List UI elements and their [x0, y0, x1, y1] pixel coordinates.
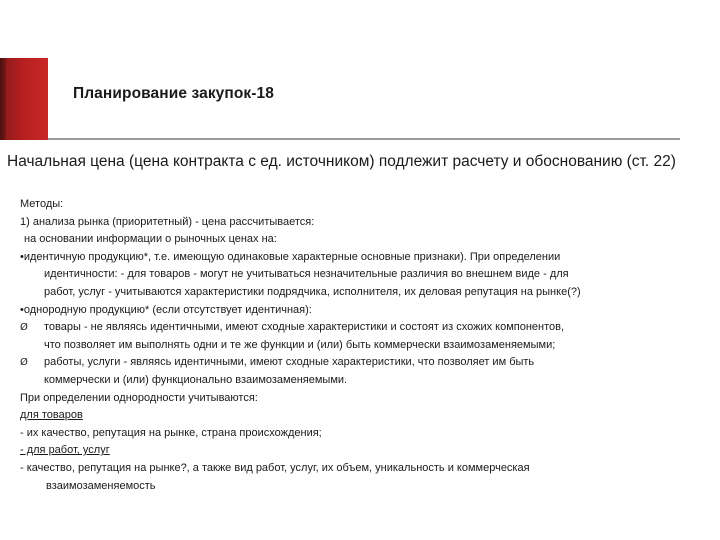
accent-bar [0, 58, 48, 140]
arrow-bullet-item [20, 354, 710, 372]
body-line: - их качество, репутация на рынке, страна происхождения; [20, 426, 322, 439]
body-line: товары - не являясь идентичными, имеют сходные характеристики и состоят из схожих компонентов, [44, 321, 565, 334]
body-line: на основании информации о рыночных ценах на: [24, 233, 277, 246]
body-line: идентичности: - для товаров - могут не учитываться незначительные различия во внешнем виде - для [44, 268, 569, 281]
body-line-underlined: - для работ, услуг [20, 444, 110, 457]
body-line: При определении однородности учитываются: [20, 391, 258, 404]
arrow-bullet-item [20, 319, 710, 337]
body-line-underlined: для товаров [20, 409, 83, 422]
body-line: •идентичную продукцию*, т.е. имеющую одинаковые характерные основные признаки). При определении [20, 250, 561, 263]
body-line: работы, услуги - являясь идентичными, имеют сходные характеристики, что позволяет им быть [44, 356, 535, 369]
body-line: работ, услуг - учитываются характеристики подрядчика, исполнителя, их деловая репутация на рынке(?) [44, 285, 581, 298]
lead-paragraph: Начальная цена (цена контракта с ед. источником) подлежит расчету и обоснованию (ст. 22) [7, 153, 676, 170]
body-line: - качество, репутация на рынке?, а также вид работ, услуг, их объем, уникальность и коммерческая [20, 461, 530, 474]
body-line: взаимозаменяемость [46, 479, 156, 492]
body-line: Методы: [20, 198, 64, 210]
body-line: что позволяет им выполнять одни и те же функции и (или) быть коммерчески взаимозаменяемыми; [44, 338, 556, 351]
arrow-bullet-icon: Ø [20, 357, 28, 369]
body-line: коммерчески и (или) функционально взаимозаменяемыми. [44, 373, 348, 386]
body-line: 1) анализа рынка (приоритетный) - цена рассчитывается: [20, 215, 315, 228]
slide-body [20, 196, 710, 495]
slide-title: Планирование закупок-18 [73, 85, 274, 102]
title-divider [48, 138, 680, 140]
arrow-bullet-icon: Ø [20, 322, 28, 334]
body-line: •однородную продукцию* (если отсутствует идентичная): [20, 303, 312, 316]
